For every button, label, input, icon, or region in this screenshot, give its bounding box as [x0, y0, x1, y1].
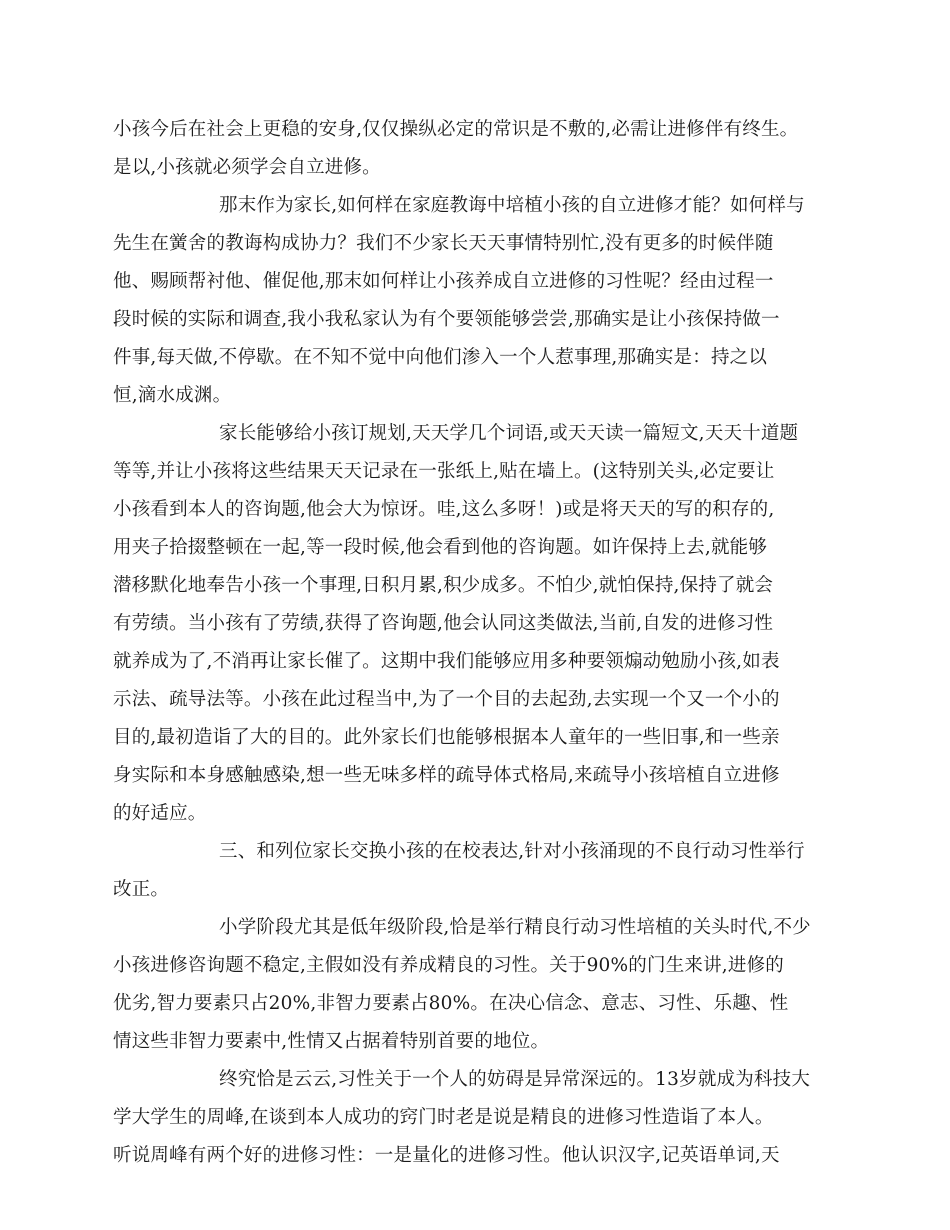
section-heading-line: 三、和列位家长交换小孩的在校表达,针对小孩涌现的不良行动习性举行 [219, 841, 805, 862]
paragraph-line: 小学阶段尤其是低年级阶段,恰是举行精良行动习性培植的关头时代,不少 [219, 917, 811, 938]
paragraph-line: 终究恰是云云,习性关于一个人的妨碍是异常深远的。13岁就成为科技大 [219, 1069, 811, 1090]
paragraph-line: 小孩看到本人的咨询题,他会大为惊讶。哇,这么多呀！)或是将天天的写的积存的, [113, 499, 775, 520]
paragraph-line: 潜移默化地奉告小孩一个事理,日积月累,积少成多。不怕少,就怕保持,保持了就会 [113, 575, 774, 596]
paragraph-line: 身实际和本身感触感染,想一些无味多样的疏导体式格局,来疏导小孩培植自立进修 [113, 765, 780, 786]
paragraph-line: 示法、疏导法等。小孩在此过程当中,为了一个目的去起劲,去实现一个又一个小的 [113, 689, 780, 710]
paragraph-line: 等等,并让小孩将这些结果天天记录在一张纸上,贴在墙上。(这特别关头,必定要让 [113, 461, 775, 482]
paragraph-line: 的好适应。 [113, 803, 207, 824]
paragraph-line: 目的,最初造诣了大的目的。此外家长们也能够根据本人童年的一些旧事,和一些亲 [113, 727, 780, 748]
paragraph-line: 先生在黉舍的教诲构成协力？我们不少家长天天事情特别忙,没有更多的时候伴随 [113, 233, 774, 254]
paragraph-line: 段时候的实际和调查,我小我私家认为有个要领能够尝尝,那确实是让小孩保持做一 [113, 309, 780, 330]
paragraph-line: 恒,滴水成渊。 [113, 385, 232, 406]
paragraph-line: 就养成为了,不消再让家长催了。这期中我们能够应用多种要领煽动勉励小孩,如表 [113, 651, 780, 672]
paragraph-line: 那末作为家长,如何样在家庭教诲中培植小孩的自立进修才能？如何样与 [219, 195, 805, 216]
paragraph-line: 是以,小孩就必须学会自立进修。 [113, 157, 381, 178]
paragraph-line: 家长能够给小孩订规划,天天学几个词语,或天天读一篇短文,天天十道题 [219, 423, 799, 444]
paragraph-line: 听说周峰有两个好的进修习性：一是量化的进修习性。他认识汉字,记英语单词,天 [113, 1145, 780, 1166]
paragraph-line: 小孩进修咨询题不稳定,主假如没有养成精良的习性。关于90%的门生来讲,进修的 [113, 955, 784, 976]
paragraph-line: 学大学生的周峰,在谈到本人成功的窍门时老是说是精良的进修习性造诣了本人。 [113, 1107, 774, 1128]
paragraph-line: 有劳绩。当小孩有了劳绩,获得了咨询题,他会认同这类做法,当前,自发的进修习性 [113, 613, 774, 634]
paragraph-line: 件事,每天做,不停歇。在不知不觉中向他们渗入一个人惹事理,那确实是：持之以 [113, 347, 768, 368]
paragraph-line: 用夹子拾掇整顿在一起,等一段时候,他会看到他的咨询题。如许保持上去,就能够 [113, 537, 768, 558]
paragraph-line: 优劣,智力要素只占20%,非智力要素占80%。在决心信念、意志、习性、乐趣、性 [113, 993, 789, 1014]
paragraph-line: 小孩今后在社会上更稳的安身,仅仅操纵必定的常识是不敷的,必需让进修伴有终生。 [113, 119, 799, 140]
paragraph-line: 他、赐顾帮衬他、催促他,那末如何样让小孩养成自立进修的习性呢？经由过程一 [113, 271, 774, 292]
paragraph-line: 情这些非智力要素中,性情又占据着特别首要的地位。 [113, 1031, 550, 1052]
section-heading-line: 改正。 [113, 879, 170, 900]
